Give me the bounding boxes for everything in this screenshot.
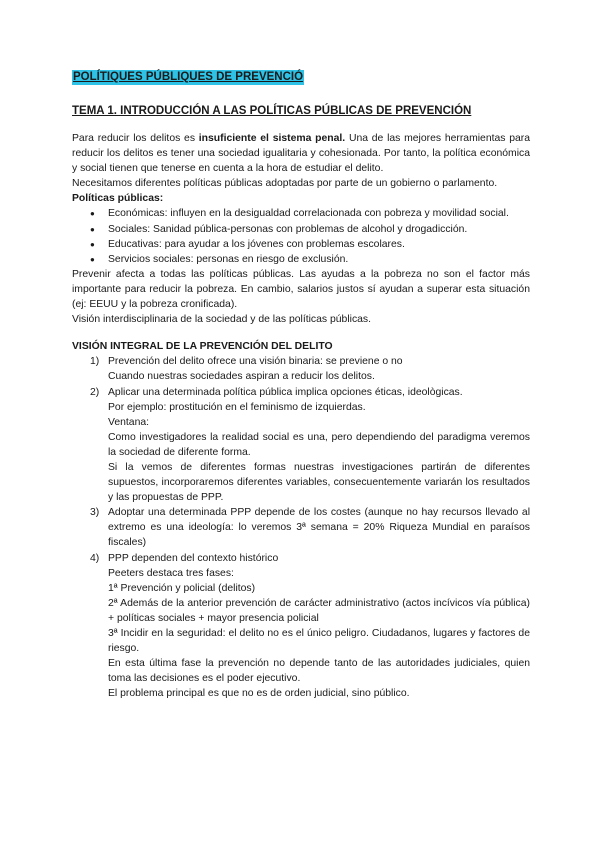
item-number: 3) <box>90 507 100 519</box>
item-first-line: Aplicar una determinada política pública implica opciones éticas, ideològicas. <box>108 386 463 398</box>
numbered-item <box>72 354 530 384</box>
intro-paragraph-3: Prevenir afecta a todas las políticas públicas. Las ayudas a la pobreza no son el factor más importante para reducir la pobreza. En cambio, salarios justos sí ayudan a superar esta situación (ej: EEUU y la pobreza cronificada). <box>72 268 530 311</box>
item-line: Si la vemos de diferentes formas nuestras investigaciones partirán de diferentes supuestos, incorporaremos diferentes variables, consecuentemente variarán los resultados y las propuestas de PPP. <box>108 461 530 504</box>
item-first-line: Prevención del delito ofrece una visión binaria: se previene o no <box>108 356 403 368</box>
item-line: 1ª Prevención y policial (delitos) <box>108 582 256 594</box>
item-line: 3ª Incidir en la seguridad: el delito no es el único peligro. Ciudadanos, lugares y factores de riesgo. <box>108 628 530 655</box>
item-line: En esta última fase la prevención no depende tanto de las autoridades judiciales, quien toma las decisiones es el poder ejecutivo. <box>108 658 530 685</box>
item-line: 2ª Además de la anterior prevención de carácter administrativo (actos incívicos vía pública) + políticas sociales + mayor presencia policial <box>108 597 530 624</box>
item-first-line: PPP dependen del contexto histórico <box>108 552 279 564</box>
politicas-label: Políticas públicas: <box>72 193 164 205</box>
item-line: Cuando nuestras sociedades aspiran a reducir los delitos. <box>108 371 375 383</box>
item-number: 1) <box>90 356 100 368</box>
item-line: Por ejemplo: prostitución en el feminismo de izquierdas. <box>108 401 366 413</box>
intro-paragraph-1 <box>72 131 530 176</box>
vision-heading: VISIÓN INTEGRAL DE LA PREVENCIÓN DEL DELITO <box>72 341 333 353</box>
politicas-list <box>72 206 530 266</box>
item-line: El problema principal es que no es de orden judicial, sino público. <box>108 688 410 700</box>
document-title: POLÍTIQUES PÚBLIQUES DE PREVENCIÓ <box>73 71 304 83</box>
numbered-item <box>72 505 530 550</box>
intro-text-a: Para reducir los delitos es <box>72 133 199 144</box>
numbered-item <box>72 385 530 506</box>
list-item: ● Sociales: Sanidad pública-personas con problemas de alcohol y drogadicción. <box>72 222 530 237</box>
section-title: TEMA 1. INTRODUCCIÓN A LAS POLÍTICAS PÚBLICAS DE PREVENCIÓN <box>72 105 472 117</box>
item-number: 4) <box>90 552 100 564</box>
document-body <box>72 131 530 701</box>
intro-paragraph-4: Visión interdisciplinaria de la sociedad y de las políticas públicas. <box>72 314 371 326</box>
intro-text-b: Una de las mejores herramientas para reducir los delitos es tener una sociedad igualitaria y cohesionada. Por tanto, la política económica y social tienen que tenerse en cuenta a la hora de estudiar el delito. <box>72 133 531 175</box>
item-line: Peeters destaca tres fases: <box>108 567 234 579</box>
numbered-item <box>72 551 530 702</box>
item-line: Ventana: <box>108 416 150 428</box>
item-first-line: Adoptar una determinada PPP depende de los costes (aunque no hay recursos llevado al extremo es una ideología: lo veremos 3ª semana = 20% Riqueza Mundial en paraísos fiscales) <box>108 507 530 549</box>
list-item: ● Educativas: para ayudar a los jóvenes con problemas escolares. <box>72 237 530 252</box>
intro-paragraph-2: Necesitamos diferentes políticas públicas adoptadas por parte de un gobierno o parlamento. <box>72 178 498 190</box>
item-line: Como investigadores la realidad social es una, pero dependiendo del paradigma veremos la sociedad de diferente forma. <box>108 431 530 458</box>
list-item: ● Económicas: influyen en la desigualdad correlacionada con pobreza y movilidad social. <box>72 206 530 221</box>
intro-bold-text: insuficiente el sistema penal. <box>198 133 346 144</box>
item-number: 2) <box>90 386 100 398</box>
list-item: ● Servicios sociales: personas en riesgo de exclusión. <box>72 252 530 267</box>
